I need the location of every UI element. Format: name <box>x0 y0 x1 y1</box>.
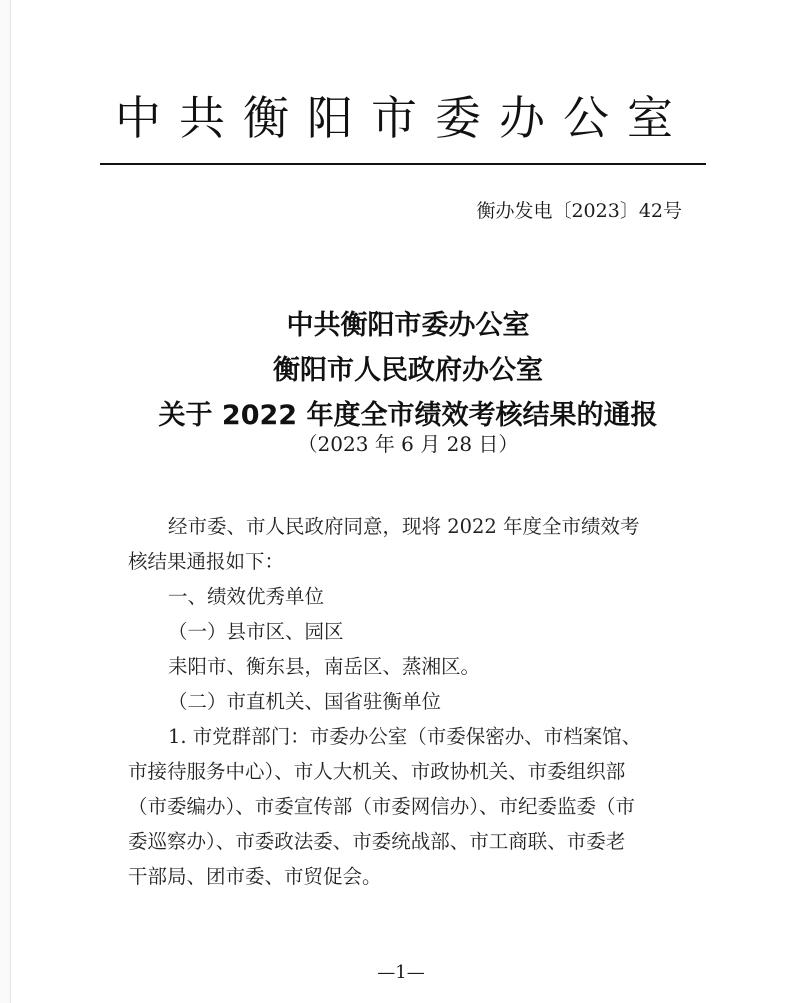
section-heading: 一、绩效优秀单位 <box>168 585 325 608</box>
subsection-heading: （二）市直机关、国省驻衡单位 <box>168 690 442 713</box>
title-line: 衡阳市人民政府办公室 <box>273 355 543 386</box>
unit-list: 耒阳市、衡东县，南岳区、蒸湘区。 <box>168 655 481 678</box>
intro-paragraph-line: 经市委、市人民政府同意，现将 2022 年度全市绩效考 <box>168 515 640 538</box>
document-body <box>128 509 688 894</box>
header-divider-line <box>100 163 706 165</box>
page-left-edge <box>0 0 11 1003</box>
document-title <box>110 303 706 438</box>
item-paragraph-line: 1. 市党群部门：市委办公室（市委保密办、市档案馆、 <box>168 725 642 748</box>
subsection-heading: （一）县市区、园区 <box>168 620 344 643</box>
intro-paragraph-line: 核结果通报如下： <box>128 550 285 573</box>
title-line: 中共衡阳市委办公室 <box>286 310 530 341</box>
item-paragraph-line: 市接待服务中心）、市人大机关、市政协机关、市委组织部 <box>128 760 626 783</box>
issuing-organization-header: 中共衡阳市委办公室 <box>115 91 691 145</box>
item-paragraph-line: （市委编办）、市委宣传部（市委网信办）、市纪委监委（市 <box>128 795 636 818</box>
item-paragraph-line: 委巡察办）、市委政法委、市委统战部、市工商联、市委老 <box>128 830 626 853</box>
item-paragraph-line: 干部局、团市委、市贸促会。 <box>128 865 382 888</box>
document-date: （2023 年 6 月 28 日） <box>297 432 519 456</box>
title-line: 关于 2022 年度全市绩效考核结果的通报 <box>158 400 658 431</box>
document-number: 衡办发电〔2023〕42号 <box>476 200 682 222</box>
page-number: —1— <box>377 962 425 983</box>
